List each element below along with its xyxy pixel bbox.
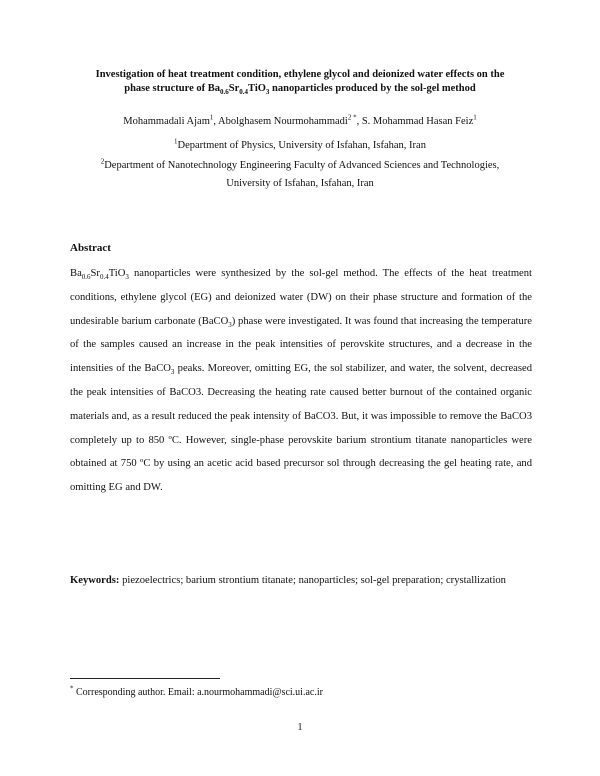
affiliation-2: [40, 159, 560, 191]
affil-text: Department of Physics, University of Isfahan, Isfahan, Iran: [177, 140, 426, 151]
footnote-text: Corresponding author. Email: a.nourmohammadi@sci.ui.ac.ir: [73, 687, 323, 698]
author-affil-mark: 2 *: [347, 113, 357, 122]
abstract-text: peaks. Moreover, omitting EG, the sol stabilizer, and water, the solvent, decreased the peak intensities of BaCO3. Decreasing the heating rate caused better burnout of the contained organic materials and, as a result reduced the peak intensity of BaCO3. But, it was impossible to remove the BaCO3 completely up to 850 ºC. However, single-phase perovskite barium strontium titanate nanoparticles were obtained at 750 ºC by using an acetic acid based precursor sol through decreasing the gel heating rate, and omitting EG and DW.: [70, 363, 532, 494]
title-text: Sr: [228, 83, 240, 94]
footnote: [70, 684, 323, 698]
abstract-text: ) phase were investigated. It was found that increasing the temperature of the samples caused an increase in the peak intensities of perovskite structures, and a decrease in the intensities of the BaCO: [70, 315, 532, 375]
formula-subscript: 3: [170, 368, 175, 377]
footnote-divider: [70, 678, 220, 679]
formula-subscript: 3: [228, 320, 232, 329]
title-text: TiO: [248, 83, 266, 94]
title-line-2: [60, 82, 540, 96]
affil-mark: 1: [174, 137, 178, 146]
keywords-text: piezoelectrics; barium strontium titanate; nanoparticles; sol-gel preparation; crystallization: [119, 575, 506, 586]
footnote-mark: *: [70, 684, 74, 693]
author-affil-mark: 1: [473, 113, 477, 122]
formula-subscript: 0.6: [81, 273, 91, 282]
title-subscript: 0.4: [239, 88, 249, 97]
formula-text: TiO: [108, 268, 126, 279]
formula-text: Sr: [90, 268, 100, 279]
affil-text: Department of Nanotechnology Engineering Faculty of Advanced Sciences and Technologies,: [104, 160, 500, 171]
affil-text-line2: University of Isfahan, Isfahan, Iran: [226, 178, 374, 189]
affiliation-1: [40, 139, 560, 153]
title-text: phase structure of Ba: [124, 83, 221, 94]
abstract-body: [70, 262, 532, 500]
author-name: , S. Mohammad Hasan Feiz: [356, 116, 474, 127]
author-name: Mohammadali Ajam: [123, 116, 210, 127]
author-list: [40, 115, 560, 129]
formula-subscript: 0.4: [99, 273, 109, 282]
abstract-text: nanoparticles were synthesized by the sol-gel method. The effects of the heat treatment conditions, ethylene glycol (EG) and deionized water (DW) on their phase structure and formation of the undesirable barium carbonate (BaCO: [70, 268, 532, 327]
author-affil-mark: 1: [209, 113, 214, 122]
formula-text: Ba: [70, 268, 82, 279]
title-line-1: Investigation of heat treatment condition, ethylene glycol and deionized water effects on the: [95, 69, 505, 80]
keywords-label: Keywords:: [70, 575, 120, 586]
title-subscript: 0.6: [220, 88, 229, 97]
formula-subscript: 3: [125, 273, 129, 282]
abstract-heading: Abstract: [70, 242, 111, 254]
author-name: , Abolghasem Nourmohammadi: [213, 116, 348, 127]
title-subscript: 3: [265, 88, 270, 97]
paper-title: [60, 68, 540, 96]
affil-mark: 2: [100, 157, 105, 166]
keywords: [70, 569, 532, 593]
title-text: nanoparticles produced by the sol-gel method: [269, 83, 476, 94]
page-number: 1: [297, 722, 303, 733]
